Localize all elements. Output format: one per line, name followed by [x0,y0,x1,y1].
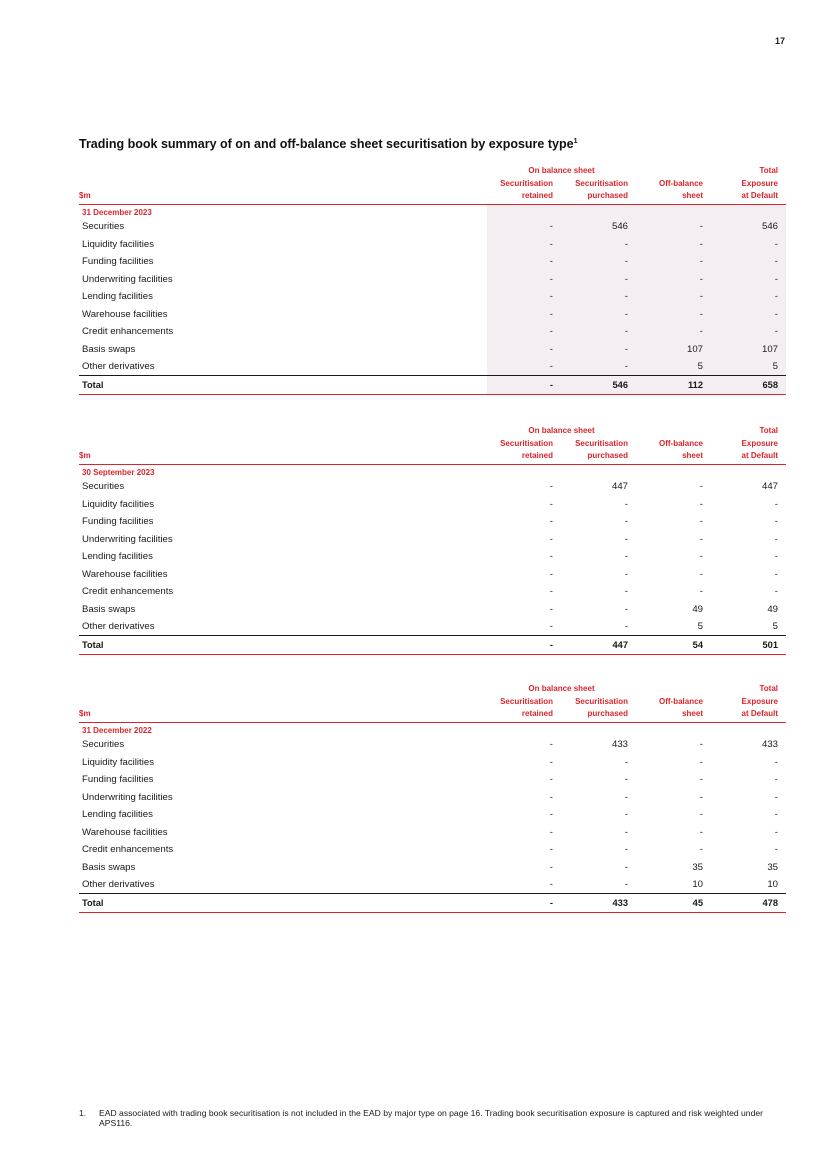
header-total-line1: Total [759,166,778,175]
cell-value: - [699,791,703,803]
period-label: 31 December 2023 [82,208,152,218]
cell-value: - [549,586,553,598]
cell-value: - [699,739,703,751]
total-row [79,894,786,913]
total-value: 658 [711,376,786,395]
cell-value: - [487,288,561,306]
cell-value: - [549,826,553,838]
row-label: Basis swaps [82,603,136,615]
cell-value: - [487,876,561,894]
period-spacer [561,722,636,736]
header-total-line2: Exposure [741,438,778,448]
footnote-number: 1. [79,1108,87,1118]
row-label: Lending facilities [82,291,153,303]
header-off-balance-line1: Off-balance [658,438,703,448]
header-total-line1: Total [759,684,778,693]
period-spacer [561,204,636,218]
header-spacer [79,165,487,178]
cell-value: - [487,306,561,324]
table-row [79,876,786,894]
cell-value: 433 [611,739,628,751]
cell-value: - [549,498,553,510]
table-row [79,358,786,376]
header-spacer [79,425,487,438]
table-row [79,824,786,842]
header-retained-line1: Securitisation [500,696,553,706]
total-row [79,636,786,655]
total-label: Total [79,636,487,655]
securitisation-table [79,683,786,913]
securitisation-table [79,165,786,395]
table-row [79,601,786,619]
cell-value: - [487,236,561,254]
cell-value: - [561,271,636,289]
period-label: 30 September 2023 [82,468,155,478]
table-row [79,618,786,636]
cell-value: - [487,618,561,636]
row-label: Warehouse facilities [82,568,168,580]
cell-value: - [636,323,711,341]
cell-value: - [774,498,778,510]
row-label: Other derivatives [79,618,487,636]
table-row [79,789,786,807]
page-number: 17 [774,36,785,46]
cell-value: - [699,774,703,786]
row-label: Warehouse facilities [82,308,168,320]
cell-value: - [711,253,786,271]
cell-value: 5 [636,618,711,636]
row-label: Credit enhancements [82,326,174,338]
cell-value: - [549,844,553,856]
footnote-text: EAD associated with trading book securitisation is not included in the EAD by major type on page 16. Trading book securitisation exposure is captured and risk weighted under APS116. [99,1108,764,1128]
group-header-on-balance-sheet: On balance sheet [528,426,595,435]
cell-value: - [636,236,711,254]
total-row [79,376,786,395]
table-row [79,236,786,254]
cell-value: - [549,551,553,563]
cell-value: - [774,774,778,786]
table-row [79,841,786,859]
cell-value: - [636,306,711,324]
cell-value: 546 [711,218,786,236]
row-label: Lending facilities [82,809,153,821]
period-spacer [711,464,786,478]
row-label: Securities [82,481,125,493]
cell-value: - [774,586,778,598]
cell-value: - [699,809,703,821]
row-label: Other derivatives [79,876,487,894]
cell-value: - [624,809,628,821]
header-retained-line1: Securitisation [500,178,553,188]
cell-value: - [624,498,628,510]
period-label: 31 December 2022 [82,726,152,736]
period-row [79,722,786,736]
cell-value: 546 [561,218,636,236]
header-total-line3: at Default [711,450,786,464]
table-row [79,548,786,566]
table-row [79,583,786,601]
table-row [79,271,786,289]
cell-value: 10 [711,876,786,894]
cell-value: - [549,809,553,821]
table-row [79,771,786,789]
table-row [79,754,786,772]
header-off-balance-line2: sheet [636,708,711,722]
table-row [79,288,786,306]
row-label: Other derivatives [79,358,487,376]
cell-value: - [774,826,778,838]
cell-value: 5 [636,358,711,376]
header-spacer [636,425,711,438]
cell-value: - [774,551,778,563]
cell-value: - [561,341,636,359]
cell-value: - [624,551,628,563]
header-unit: $m [79,450,487,464]
cell-value: 107 [636,341,711,359]
cell-value: - [561,306,636,324]
title-footnote-marker: 1 [573,137,578,145]
cell-value: 107 [711,341,786,359]
cell-value: - [549,516,553,528]
row-label: Underwriting facilities [82,791,173,803]
cell-value: - [774,533,778,545]
cell-value: - [774,516,778,528]
row-label: Funding facilities [82,774,154,786]
cell-value: - [636,253,711,271]
cell-value: - [624,861,628,873]
table-row [79,806,786,824]
cell-value: - [487,271,561,289]
cell-value: 49 [767,603,778,615]
cell-value: - [549,791,553,803]
header-retained-line2: retained [487,450,561,464]
cell-value: - [549,774,553,786]
table-row [79,513,786,531]
row-label: Securities [82,221,125,233]
cell-value: - [624,568,628,580]
securitisation-table [79,425,786,655]
header-off-balance-line2: sheet [636,450,711,464]
total-value: 447 [561,636,636,655]
cell-value: - [711,236,786,254]
row-label: Funding facilities [82,516,154,528]
footnote [79,1108,779,1128]
cell-value: - [561,288,636,306]
header-purchased-line1: Securitisation [575,178,628,188]
cell-value: - [711,288,786,306]
header-unit: $m [79,708,487,722]
cell-value: - [561,323,636,341]
header-retained-line1: Securitisation [500,438,553,448]
period-spacer [711,722,786,736]
cell-value: 5 [711,618,786,636]
header-spacer [636,165,711,178]
table-row [79,736,786,754]
row-label: Credit enhancements [82,844,174,856]
total-value: 54 [636,636,711,655]
cell-value: - [624,756,628,768]
cell-value: - [774,809,778,821]
header-spacer [79,178,487,191]
cell-value: - [624,586,628,598]
cell-value: - [549,568,553,580]
header-total-line2: Exposure [741,696,778,706]
row-label: Securities [82,739,125,751]
cell-value: - [487,323,561,341]
header-total-line1: Total [759,426,778,435]
cell-value: 433 [761,739,778,751]
cell-value: - [561,618,636,636]
cell-value: - [624,826,628,838]
total-value: 112 [636,376,711,395]
row-label: Basis swaps [82,343,136,355]
cell-value: - [487,341,561,359]
cell-value: 447 [761,481,778,493]
total-value: 433 [561,894,636,913]
cell-value: - [774,791,778,803]
total-value: 478 [711,894,786,913]
cell-value: - [699,533,703,545]
total-value: 546 [561,376,636,395]
cell-value: - [561,358,636,376]
cell-value: - [487,218,561,236]
cell-value: - [636,271,711,289]
cell-value: - [699,756,703,768]
cell-value: - [549,603,553,615]
cell-value: - [561,236,636,254]
table-row [79,306,786,324]
cell-value: - [711,306,786,324]
table-row [79,253,786,271]
total-label: Total [79,894,487,913]
header-retained-line2: retained [487,190,561,204]
period-spacer [487,722,561,736]
cell-value: - [549,756,553,768]
cell-value: 35 [692,861,703,873]
cell-value: - [636,218,711,236]
header-unit: $m [79,190,487,204]
row-label: Underwriting facilities [82,273,173,285]
cell-value: - [624,774,628,786]
table-row [79,496,786,514]
cell-value: - [636,288,711,306]
table-row [79,859,786,877]
cell-value: - [774,756,778,768]
cell-value: 49 [692,603,703,615]
cell-value: 10 [636,876,711,894]
period-spacer [487,464,561,478]
period-row [79,464,786,478]
row-label: Liquidity facilities [82,238,154,250]
header-total-line2: Exposure [741,178,778,188]
cell-value: - [699,586,703,598]
table-row [79,323,786,341]
table-row [79,566,786,584]
cell-value: 447 [611,481,628,493]
table-row [79,341,786,359]
row-label: Funding facilities [82,256,154,268]
cell-value: 5 [711,358,786,376]
total-value: 45 [636,894,711,913]
row-label: Basis swaps [82,861,136,873]
header-off-balance-line1: Off-balance [658,178,703,188]
row-label: Lending facilities [82,551,153,563]
cell-value: - [624,516,628,528]
period-spacer [561,464,636,478]
cell-value: - [487,358,561,376]
cell-value: - [549,739,553,751]
period-spacer [636,204,711,218]
period-spacer [636,722,711,736]
cell-value: - [699,498,703,510]
header-spacer [79,696,487,709]
header-total-line3: at Default [711,190,786,204]
header-spacer [636,683,711,696]
cell-value: - [561,876,636,894]
row-label: Underwriting facilities [82,533,173,545]
header-purchased-line2: purchased [561,708,636,722]
period-spacer [711,204,786,218]
cell-value: - [699,481,703,493]
cell-value: - [699,568,703,580]
header-off-balance-line1: Off-balance [658,696,703,706]
cell-value: - [711,323,786,341]
row-label: Liquidity facilities [82,498,154,510]
cell-value: - [774,568,778,580]
cell-value: - [624,791,628,803]
table-row [79,478,786,496]
cell-value: - [699,551,703,563]
cell-value: - [561,253,636,271]
cell-value: - [699,826,703,838]
cell-value: - [624,603,628,615]
cell-value: - [774,844,778,856]
total-value: - [487,376,561,395]
cell-value: - [487,253,561,271]
cell-value: - [549,533,553,545]
cell-value: - [699,844,703,856]
header-spacer [79,438,487,451]
total-value: - [487,894,561,913]
total-value: - [487,636,561,655]
group-header-on-balance-sheet: On balance sheet [528,166,595,175]
group-header-on-balance-sheet: On balance sheet [528,684,595,693]
header-retained-line2: retained [487,708,561,722]
cell-value: - [549,481,553,493]
header-purchased-line1: Securitisation [575,696,628,706]
row-label: Credit enhancements [82,586,174,598]
header-purchased-line2: purchased [561,450,636,464]
cell-value: - [699,516,703,528]
total-label: Total [79,376,487,395]
cell-value: - [624,844,628,856]
total-value: 501 [711,636,786,655]
header-spacer [79,683,487,696]
row-label: Liquidity facilities [82,756,154,768]
cell-value: 35 [767,861,778,873]
header-off-balance-line2: sheet [636,190,711,204]
header-total-line3: at Default [711,708,786,722]
row-label: Warehouse facilities [82,826,168,838]
period-row [79,204,786,218]
period-spacer [636,464,711,478]
cell-value: - [624,533,628,545]
header-purchased-line1: Securitisation [575,438,628,448]
cell-value: - [549,861,553,873]
page-title-text: Trading book summary of on and off-balance sheet securitisation by exposure type [79,137,574,151]
table-row [79,531,786,549]
cell-value: - [711,271,786,289]
page-title [79,137,577,151]
table-row [79,218,786,236]
header-purchased-line2: purchased [561,190,636,204]
period-spacer [487,204,561,218]
